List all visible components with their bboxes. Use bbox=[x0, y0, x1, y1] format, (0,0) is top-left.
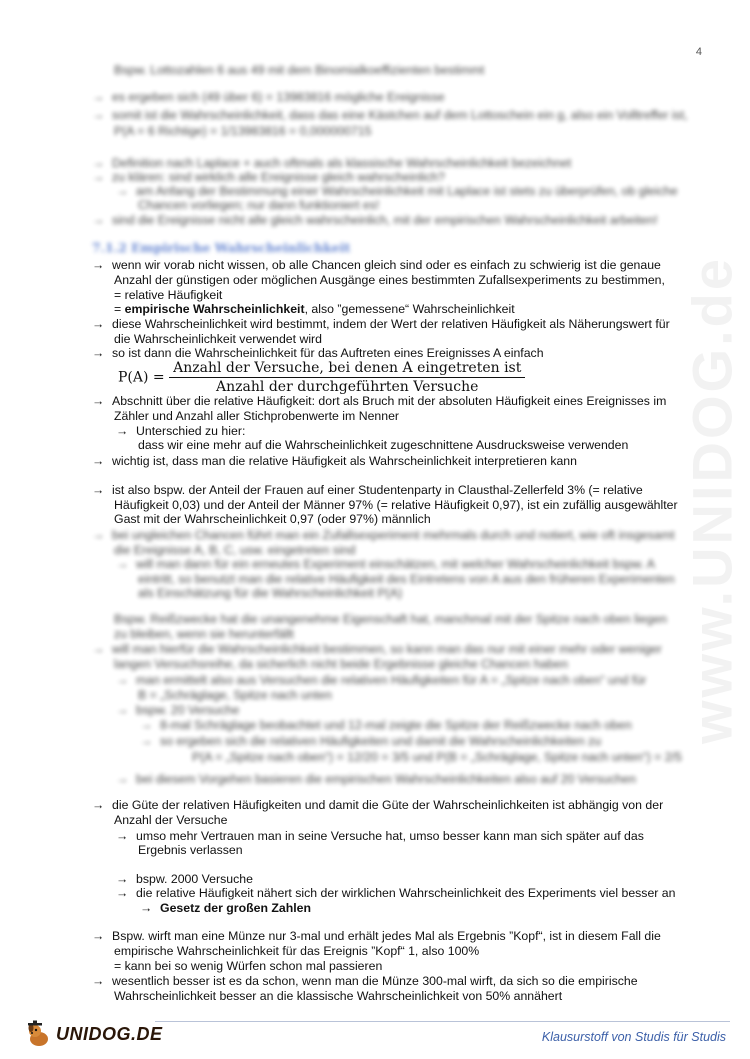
clear-block-2-line bbox=[92, 483, 643, 498]
line-text: die relative Häufigkeit nähert sich der wirklichen Wahrscheinlichkeit des Experiments viel besser an bbox=[136, 886, 676, 900]
arrow-icon: → bbox=[92, 258, 105, 272]
arrow-icon: → bbox=[92, 528, 105, 542]
blurred-top-line bbox=[92, 213, 658, 228]
blurred-middle-line bbox=[114, 543, 355, 558]
formula-numerator: Anzahl der Versuche, bei denen A eingetreten ist bbox=[169, 360, 525, 378]
line-text: zu klären: sind wirklich alle Ereignisse gleich wahrscheinlich? bbox=[112, 170, 445, 184]
line-text: Ergebnis verlassen bbox=[138, 843, 243, 857]
line-text: bei ungleichen Chancen führt man ein Zufallsexperiment mehrmals durch und notiert, wie oft insgesamt bbox=[112, 528, 675, 542]
clear-block-3-line bbox=[116, 872, 253, 887]
logo-text: UNIDOG.DE bbox=[56, 1023, 163, 1044]
line-text: P(A = 6 Richtige) = 1/13983816 = 0,000000715 bbox=[114, 124, 372, 138]
line-text: Bspw. Lottozahlen 6 aus 49 mit dem Binomialkoeffizienten bestimmt bbox=[114, 63, 485, 77]
blurred-middle-line bbox=[116, 703, 239, 718]
blurred-middle-line bbox=[138, 688, 332, 703]
line-text: so ist dann die Wahrscheinlichkeit für das Auftreten eines Ereignisses A einfach bbox=[112, 346, 544, 360]
arrow-icon: → bbox=[92, 642, 105, 656]
watermark: www.UNIDOG.de bbox=[680, 255, 744, 745]
line-text: es ergeben sich (49 über 6) = 13983816 mögliche Ereignisse bbox=[112, 90, 445, 104]
section-heading: 7.1.2 Empirische Wahrscheinlichkeit bbox=[92, 240, 351, 255]
line-text: Anzahl der günstigen oder möglichen Ausgänge eines bestimmten Zufallsexperiments zu bestimmen, bbox=[114, 273, 665, 287]
blurred-middle-line bbox=[114, 657, 568, 672]
line-text: bei diesem Vorgehen basieren die empirischen Wahrscheinlichkeiten also auf 20 Versuchen bbox=[136, 772, 636, 786]
blurred-top-line bbox=[114, 124, 371, 139]
arrow-icon: → bbox=[140, 734, 153, 748]
clear-block-2-line bbox=[92, 454, 577, 469]
line-text: bspw. 2000 Versuche bbox=[136, 872, 253, 886]
line-text: als Einschätzung für die Wahrscheinlichkeit P(A) bbox=[138, 586, 403, 600]
line-text: Gesetz der großen Zahlen bbox=[160, 901, 312, 915]
arrow-icon: → bbox=[116, 829, 129, 843]
page-number: 4 bbox=[695, 46, 702, 58]
clear-block-2-line bbox=[114, 409, 399, 424]
arrow-icon: → bbox=[92, 454, 105, 468]
line-text: Definition nach Laplace + auch oftmals als klassische Wahrscheinlichkeit bezeichnet bbox=[112, 156, 572, 170]
clear-block-3-line bbox=[138, 843, 243, 858]
arrow-icon: → bbox=[116, 703, 129, 717]
clear-block-1-line bbox=[92, 317, 670, 332]
line-text: so ergeben sich die relativen Häufigkeiten und damit die Wahrscheinlichkeiten zu bbox=[160, 734, 602, 748]
blurred-middle-line bbox=[114, 627, 294, 642]
line-text: B = „Schräglage, Spitze nach unten bbox=[138, 688, 332, 702]
arrow-icon: → bbox=[92, 170, 105, 184]
arrow-icon: → bbox=[116, 772, 129, 786]
clear-block-1-line bbox=[114, 288, 222, 303]
blurred-middle-line bbox=[140, 734, 601, 749]
formula bbox=[118, 360, 525, 395]
line-text: Häufigkeit 0,03) und der Anteil der Männer 97% (= relative Häufigkeit 0,97), ist ein zufällig ausgewählter bbox=[114, 498, 678, 512]
clear-block-3-line bbox=[92, 798, 663, 813]
line-text: Chancen vorliegen; nur dann funktioniert es! bbox=[138, 198, 380, 212]
clear-block-3-line bbox=[116, 886, 675, 901]
line-text: dass wir eine mehr auf die Wahrscheinlichkeit zugeschnittene Ausdrucksweise verwenden bbox=[138, 438, 629, 452]
line-text: = relative Häufigkeit bbox=[114, 288, 223, 302]
arrow-icon: → bbox=[92, 394, 105, 408]
clear-block-2-line bbox=[138, 438, 628, 453]
arrow-icon: → bbox=[116, 886, 129, 900]
arrow-icon: → bbox=[92, 317, 105, 331]
blurred-top-line bbox=[92, 108, 688, 123]
arrow-icon: → bbox=[92, 929, 105, 943]
line-text: will man hierfür die Wahrscheinlichkeit bestimmen, so kann man das nur mit einer mehr oder weniger bbox=[112, 642, 662, 656]
blurred-top-line bbox=[92, 90, 445, 105]
line-text: am Anfang der Bestimmung einer Wahrscheinlichkeit mit Laplace ist stets zu überprüfen, ob gleiche bbox=[136, 184, 678, 198]
line-text: somit ist die Wahrscheinlichkeit, dass das eine Kästchen auf dem Lottoschein ein g, also ein Volltreffer ist, bbox=[112, 108, 688, 122]
clear-block-1-line bbox=[114, 302, 515, 317]
blurred-middle-line bbox=[92, 528, 675, 543]
blurred-top-line bbox=[138, 198, 379, 213]
arrow-icon: → bbox=[92, 90, 105, 104]
line-text: Bspw. Reißzwecke hat die unangenehme Eigenschaft hat, manchmal mit der Spitze nach oben liegen bbox=[114, 612, 667, 626]
line-text: wichtig ist, dass man die relative Häufigkeit als Wahrscheinlichkeit interpretieren kann bbox=[112, 454, 577, 468]
line-text: ist also bspw. der Anteil der Frauen auf einer Studentenparty in Clausthal-Zellerfeld 3% (= relative bbox=[112, 483, 643, 497]
clear-block-2-line bbox=[114, 498, 678, 513]
line-text: zu bleiben, wenn sie herunterfällt bbox=[114, 627, 294, 641]
clear-block-1-line bbox=[92, 258, 661, 273]
arrow-icon: → bbox=[140, 901, 153, 915]
formula-lhs: P(A) = bbox=[118, 369, 165, 386]
blurred-middle-line bbox=[92, 642, 662, 657]
blurred-middle-line bbox=[138, 586, 402, 601]
arrow-icon: → bbox=[92, 483, 105, 497]
arrow-icon: → bbox=[92, 798, 105, 812]
line-text: diese Wahrscheinlichkeit wird bestimmt, indem der Wert der relativen Häufigkeit als Näherungswert für bbox=[112, 317, 670, 331]
line-text: bspw. 20 Versuche bbox=[136, 703, 240, 717]
line-text: man ermittelt also aus Versuchen die relativen Häufigkeiten für A = „Spitze nach oben“ und für bbox=[136, 673, 647, 687]
blurred-middle-line bbox=[192, 750, 682, 765]
clear-block-3-line bbox=[114, 944, 479, 959]
arrow-icon: → bbox=[92, 108, 105, 122]
dog-icon bbox=[24, 1019, 54, 1049]
line-text: empirische Wahrscheinlichkeit für das Ereignis ”Kopf“ 1, also 100% bbox=[114, 944, 480, 958]
line-text: eintritt, so benutzt man die relative Häufigkeit des Eintretens von A aus den früheren Experimenten bbox=[138, 572, 675, 586]
line-text: Unterschied zu hier: bbox=[136, 424, 246, 438]
line-text: Bspw. wirft man eine Münze nur 3-mal und erhält jedes Mal als Ergebnis ”Kopf“, ist in diesem Fall die bbox=[112, 929, 661, 943]
clear-block-3-line bbox=[114, 989, 562, 1004]
footer-rule bbox=[155, 1021, 730, 1022]
clear-block-3-line bbox=[114, 813, 227, 828]
arrow-icon: → bbox=[92, 156, 105, 170]
blurred-top-line bbox=[92, 156, 571, 171]
clear-block-2-line bbox=[92, 394, 666, 409]
blurred-top-line bbox=[116, 184, 678, 199]
blurred-middle-line bbox=[116, 557, 655, 572]
line-text: will man dann für ein erneutes Experiment einschätzen, mit welcher Wahrscheinlichkeit bspw. A bbox=[136, 557, 655, 571]
blurred-middle-line bbox=[138, 572, 675, 587]
clear-block-2-line bbox=[114, 512, 431, 527]
blurred-middle-line bbox=[116, 772, 636, 787]
clear-block-3-line bbox=[92, 929, 661, 944]
line-text: die Wahrscheinlichkeit verwendet wird bbox=[114, 332, 322, 346]
clear-block-1-line bbox=[114, 332, 322, 347]
blurred-middle-line bbox=[116, 673, 646, 688]
line-text: umso mehr Vertrauen man in seine Versuche hat, umso besser kann man sich später auf das bbox=[136, 829, 644, 843]
line-text: wenn wir vorab nicht wissen, ob alle Chancen gleich sind oder es einfach zu schwierig ist die genaue bbox=[112, 258, 661, 272]
blurred-top-line bbox=[114, 63, 484, 78]
arrow-icon: → bbox=[116, 424, 129, 438]
clear-block-1-line bbox=[114, 273, 665, 288]
clear-block-2-line bbox=[116, 424, 245, 439]
arrow-icon: → bbox=[92, 974, 105, 988]
footer-text: Klausurstoff von Studis für Studis bbox=[541, 1030, 726, 1044]
line-text: Zähler und Anzahl aller Stichprobenwerte im Nenner bbox=[114, 409, 400, 423]
line-text: die Güte der relativen Häufigkeiten und damit die Güte der Wahrscheinlichkeiten ist abhängig von der bbox=[112, 798, 664, 812]
formula-denominator: Anzahl der durchgeführten Versuche bbox=[216, 379, 479, 395]
arrow-icon: → bbox=[116, 184, 129, 198]
unidog-logo bbox=[24, 1017, 163, 1051]
line-text: 8-mal Schräglage beobachtet und 12-mal zeigte die Spitze der Reißzwecke nach oben bbox=[160, 718, 632, 732]
arrow-icon: → bbox=[92, 346, 105, 360]
line-text: Wahrscheinlichkeit besser an die klassische Wahrscheinlichkeit von 50% annähert bbox=[114, 989, 563, 1003]
line-text: sind die Ereignisse nicht alle gleich wahrscheinlich, mit der empirischen Wahrscheinlichkeit arbeiten! bbox=[112, 213, 658, 227]
line-text: Gast mit der Wahrscheinlichkeit 0,97 (oder 97%) männlich bbox=[114, 512, 431, 526]
line-text: = empirische Wahrscheinlichkeit, also ”gemessene“ Wahrscheinlichkeit bbox=[114, 302, 515, 316]
line-text: die Ereignisse A, B, C, usw. eingetreten sind bbox=[114, 543, 356, 557]
line-text: Abschnitt über die relative Häufigkeit: dort als Bruch mit der absoluten Häufigkeit eines Ereignisses im bbox=[112, 394, 667, 408]
blurred-middle-line bbox=[140, 718, 632, 733]
arrow-icon: → bbox=[140, 718, 153, 732]
arrow-icon: → bbox=[116, 673, 129, 687]
formula-fraction bbox=[169, 360, 525, 395]
arrow-icon: → bbox=[92, 213, 105, 227]
blurred-middle-line bbox=[114, 612, 667, 627]
line-text: = kann bei so wenig Würfen schon mal passieren bbox=[114, 959, 383, 973]
arrow-icon: → bbox=[116, 872, 129, 886]
clear-block-3-line bbox=[116, 829, 644, 844]
clear-block-3-line bbox=[92, 974, 638, 989]
line-text: P(A = „Spitze nach oben“) = 12/20 = 3/5 und P(B = „Schräglage, Spitze nach unten“) = 2/5 bbox=[192, 750, 682, 764]
clear-block-3-line bbox=[114, 959, 382, 974]
line-text: Anzahl der Versuche bbox=[114, 813, 228, 827]
blurred-top-line bbox=[92, 170, 445, 185]
clear-block-1-line bbox=[92, 346, 544, 361]
arrow-icon: → bbox=[116, 557, 129, 571]
clear-block-3-line bbox=[140, 901, 311, 916]
line-text: langen Versuchsreihe, da sicherlich nicht beide Ergebnisse gleiche Chancen haben bbox=[114, 657, 568, 671]
line-text: wesentlich besser ist es da schon, wenn man die Münze 300-mal wirft, da sich so die empirische bbox=[112, 974, 638, 988]
